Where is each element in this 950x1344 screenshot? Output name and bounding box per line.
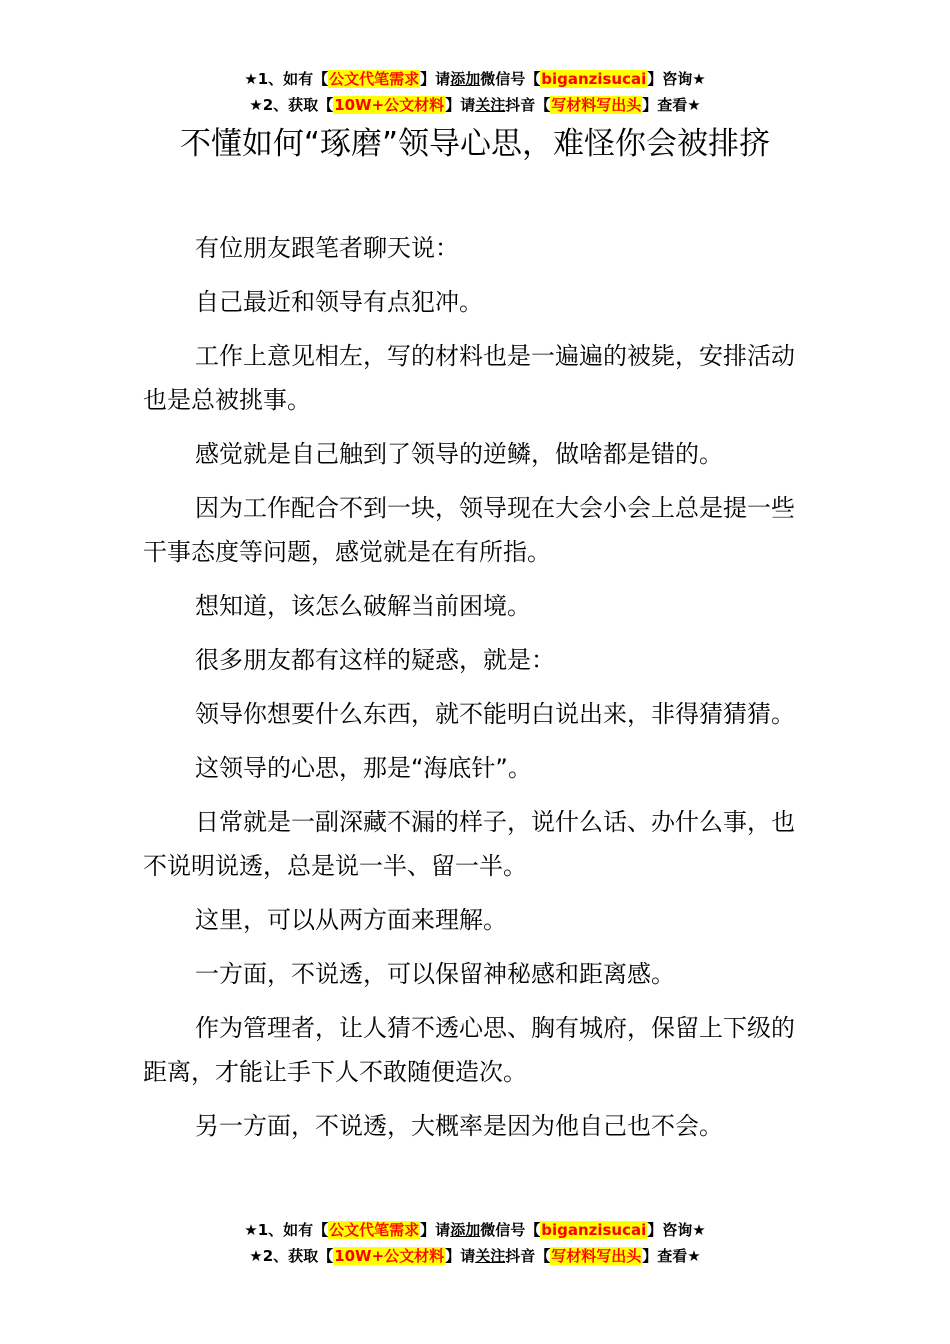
- paragraph: 这里，可以从两方面来理解。: [195, 906, 507, 934]
- paragraph: 想知道，该怎么破解当前困境。: [195, 592, 531, 620]
- paragraph: 一方面，不说透，可以保留神秘感和距离感。: [195, 960, 675, 988]
- footer-banner: [0, 1217, 950, 1269]
- paragraph: 另一方面，不说透，大概率是因为他自己也不会。: [195, 1112, 723, 1140]
- banner-line-1: ★1、如有【公文代笔需求】请添加微信号【biganzisucai】咨询★: [244, 70, 706, 88]
- highlight-materials: 10W+公文材料: [334, 96, 445, 114]
- paragraph: 作为管理者，让人猜不透心思、胸有城府，保留上下级的距离，才能让手下人不敢随便造次。: [143, 1014, 795, 1086]
- highlight-service: 公文代笔需求: [329, 70, 420, 88]
- paragraph: 很多朋友都有这样的疑惑，就是：: [195, 646, 555, 674]
- highlight-service: 公文代笔需求: [329, 1221, 420, 1239]
- banner-line-2: ★2、获取【10W+公文材料】请关注抖音【写材料写出头】查看★: [249, 96, 701, 114]
- article-body: [143, 226, 811, 1158]
- highlight-douyin-account: 写材料写出头: [551, 96, 642, 114]
- highlight-wechat-id: biganzisucai: [541, 70, 647, 88]
- paragraph: 这领导的心思，那是“海底针”。: [195, 754, 532, 782]
- banner-line-2: ★2、获取【10W+公文材料】请关注抖音【写材料写出头】查看★: [249, 1247, 701, 1265]
- paragraph: 工作上意见相左，写的材料也是一遍遍的被毙，安排活动也是总被挑事。: [143, 342, 795, 414]
- paragraph: 有位朋友跟笔者聊天说：: [195, 234, 459, 262]
- highlight-douyin-account: 写材料写出头: [551, 1247, 642, 1265]
- paragraph: 自己最近和领导有点犯冲。: [195, 288, 483, 316]
- paragraph: 因为工作配合不到一块，领导现在大会小会上总是提一些干事态度等问题，感觉就是在有所指。: [143, 494, 795, 566]
- article-title: 不懂如何“琢磨”领导心思，难怪你会被排挤: [179, 126, 771, 162]
- paragraph: 日常就是一副深藏不漏的样子，说什么话、办什么事，也不说明说透，总是说一半、留一半。: [143, 808, 795, 880]
- header-banner: [0, 66, 950, 118]
- highlight-materials: 10W+公文材料: [334, 1247, 445, 1265]
- highlight-wechat-id: biganzisucai: [541, 1221, 647, 1239]
- paragraph: 领导你想要什么东西，就不能明白说出来，非得猜猜猜。: [195, 700, 795, 728]
- banner-line-1: ★1、如有【公文代笔需求】请添加微信号【biganzisucai】咨询★: [244, 1221, 706, 1239]
- paragraph: 感觉就是自己触到了领导的逆鳞，做啥都是错的。: [195, 440, 723, 468]
